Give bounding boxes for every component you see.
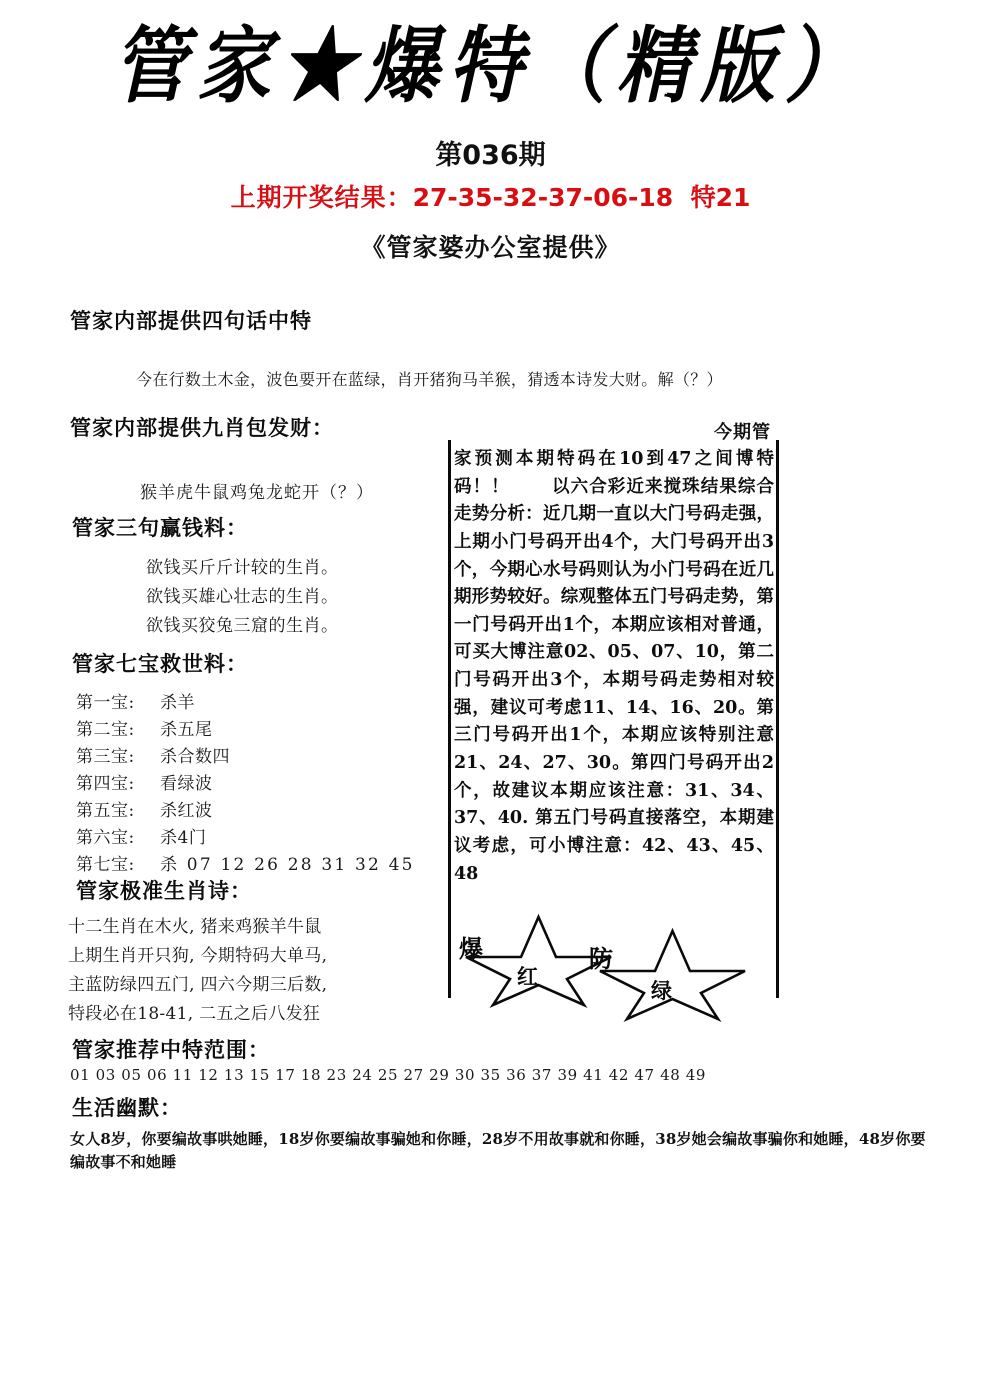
nine-zodiac-list: 猴羊虎牛鼠鸡兔龙蛇开（？）: [140, 483, 374, 503]
treasure-value: 杀4门: [160, 828, 207, 848]
treasure-value: 杀五尾: [160, 720, 213, 740]
treasure-label: 第一宝:: [76, 693, 135, 713]
result-special-number: 特21: [690, 183, 751, 212]
treasure-label: 第四宝:: [76, 774, 135, 794]
section-heading-humor: 生活幽默：: [72, 1095, 182, 1120]
analysis-lead-text: 今期管: [714, 422, 771, 443]
star-outside-label-bao: 爆: [459, 934, 483, 963]
section-heading-recommended-range: 管家推荐中特范围：: [72, 1037, 270, 1062]
section-heading-four-sentences: 管家内部提供四句话中特: [70, 308, 312, 333]
recommended-number-range: 01 03 05 06 11 12 13 15 17 18 23 24 25 27 29 30 35 36 37 39 41 42 47 48 49: [70, 1066, 707, 1084]
three-sentence-line: 欲钱买斤斤计较的生肖。: [146, 558, 339, 578]
treasure-row: [76, 715, 213, 740]
previous-draw-result: [0, 178, 981, 214]
star-inside-label-lv: 绿: [651, 978, 672, 1003]
treasure-row: [76, 688, 195, 713]
section-heading-three-sentences: 管家三句赢钱料：: [72, 515, 248, 540]
zodiac-poem-line: 十二生肖在木火, 猪来鸡猴羊牛鼠: [68, 917, 322, 937]
treasure-label: 第六宝:: [76, 828, 135, 848]
section-heading-nine-zodiac: 管家内部提供九肖包发财：: [70, 415, 334, 440]
treasure-label: 第三宝:: [76, 747, 135, 767]
stars-graphic: [455, 905, 775, 1015]
four-sentence-poem: 今在行数土木金，波色要开在蓝绿，肖开猪狗马羊猴，猜透本诗发大财。解（？）: [136, 370, 723, 389]
star-outline-icon: [595, 927, 750, 1023]
star-outside-label-fang: 防: [589, 944, 613, 973]
treasure-row: [76, 850, 415, 875]
zodiac-poem-line: 主蓝防绿四五门, 四六今期三后数,: [68, 975, 328, 995]
section-heading-zodiac-poem: 管家极准生肖诗：: [76, 878, 252, 903]
section-heading-seven-treasures: 管家七宝救世料：: [72, 651, 248, 676]
star-unit-green: [589, 927, 750, 1027]
three-sentence-line: 欲钱买狡兔三窟的生肖。: [146, 616, 339, 636]
zodiac-poem-line: 上期生肖开只狗, 今期特码大单马,: [68, 946, 328, 966]
treasure-value: 杀羊: [160, 693, 195, 713]
result-label: 上期开奖结果：: [230, 183, 413, 212]
page-title: 管家★爆特（精版）: [112, 18, 869, 115]
masthead: [0, 18, 981, 115]
issue-number: 第036期: [435, 140, 546, 171]
treasure-value: 杀合数四: [160, 747, 230, 767]
treasure-row: [76, 796, 213, 821]
analysis-body: [454, 446, 774, 888]
star-inside-label-hong: 红: [517, 964, 538, 989]
treasure-row: [76, 823, 206, 848]
provider-credit: 《管家婆办公室提供》: [360, 233, 621, 262]
humor-body-text: 女人8岁，你要编故事哄她睡，18岁你要编故事骗她和你睡，28岁不用故事就和你睡，38岁她会编故事骗你和她睡，48岁你要编故事不和她睡: [70, 1130, 926, 1172]
treasure-label: 第五宝:: [76, 801, 135, 821]
three-sentence-line: 欲钱买雄心壮志的生肖。: [146, 587, 339, 607]
result-numbers: 27-35-32-37-06-18: [412, 183, 674, 212]
treasure-label: 第二宝:: [76, 720, 135, 740]
treasure-value: 看绿波: [160, 774, 213, 794]
treasure-row: [76, 742, 230, 767]
analysis-paragraph-1: 家预测本期特码在10到47之间博特码！！: [454, 449, 774, 497]
treasure-value: 杀红波: [160, 801, 213, 821]
treasure-value: 杀 07 12 26 28 31 32 45: [160, 855, 415, 875]
analysis-paragraph-2: 以六合彩近来搅珠结果综合走势分析：近几期一直以大门号码走强，上期小门号码开出4个，大门号码开出3个，今期心水号码则认为小门号码在近几期形势较好。综观整体五门号码走势，第一门号码开出1个，本期应该相对普通，可买大博注意02、05、07、10，第二门号码开出3个，本期号码走势相对较强，建议可考虑11、14、16、20。第三门号码开出1个，本期应该特别注意21、24、27、30。第四门号码开出2个，故建议本期应该注意：31、34、37、40. 第五门号码直接落空，本期建议考虑，可小博注意：42、43、45、48: [454, 476, 775, 884]
treasure-label: 第七宝:: [76, 855, 135, 875]
treasure-row: [76, 769, 213, 794]
zodiac-poem-line: 特段必在18-41, 二五之后八发狂: [68, 1004, 321, 1024]
